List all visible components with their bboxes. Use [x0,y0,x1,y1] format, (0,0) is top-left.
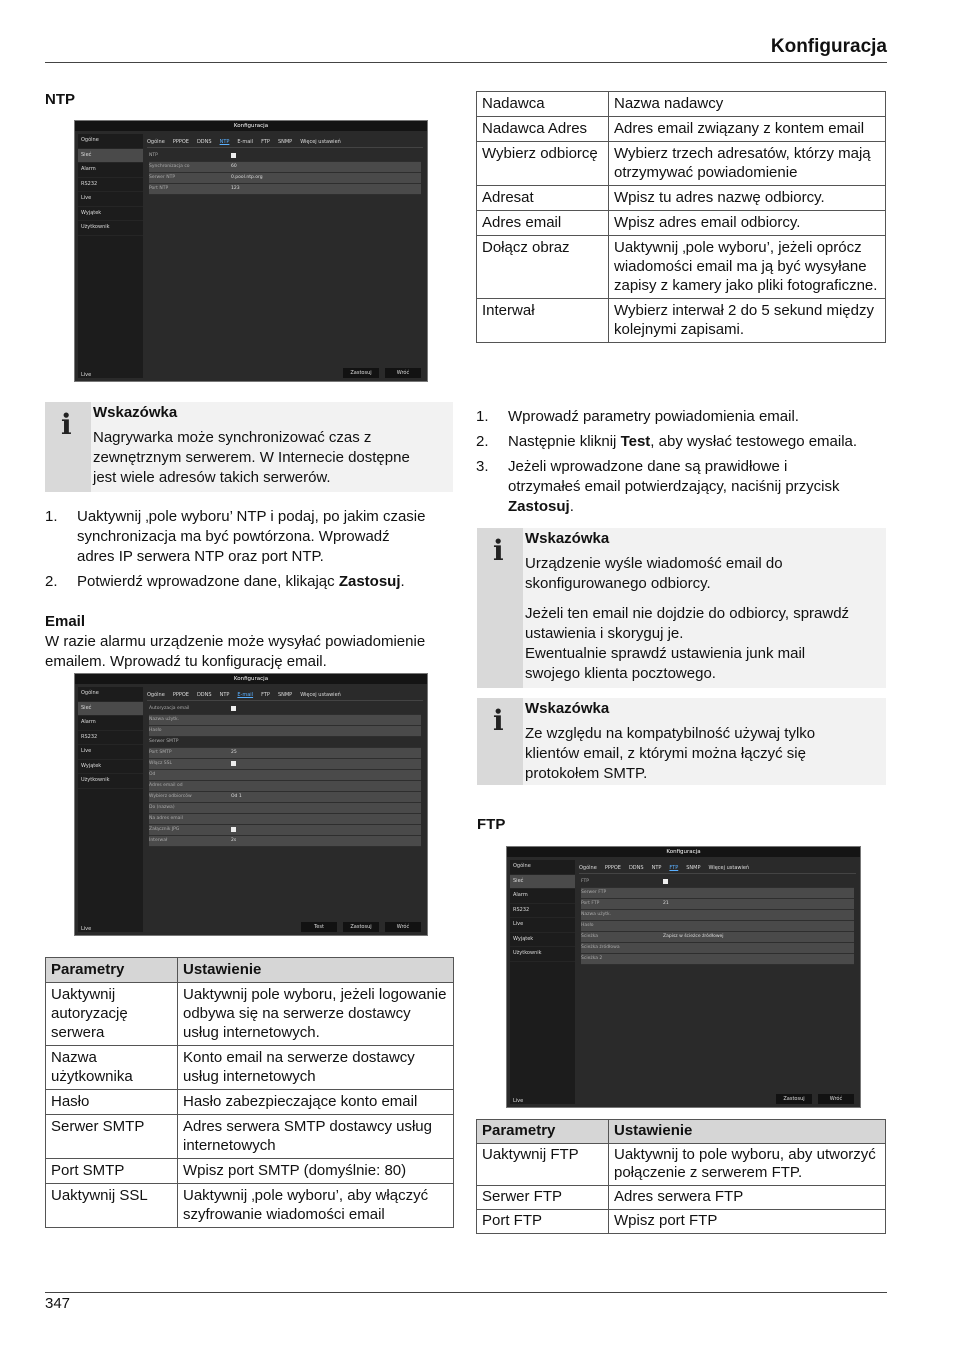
ntp-heading: NTP [45,91,75,108]
config-tab[interactable]: E-mail [237,139,254,145]
config-row[interactable] [581,899,854,910]
config-tabs [579,863,856,874]
hint-title: Wskazówka [525,530,610,547]
param-cell: Port SMTP [46,1159,178,1184]
step-number: 1. [45,508,58,525]
ftp-params-table [476,1119,886,1234]
table-header: Parametry [477,1120,609,1144]
intro-line: W razie alarmu urządzenie może wysyłać powiadomienie [45,633,426,650]
step-text: Wprowadź parametry powiadomienia email. [508,408,799,425]
footer-rule [45,1292,887,1293]
sidebar-item[interactable]: Wyjątek [78,207,143,222]
hint-line: Ewentualnie sprawdź ustawienia junk mail [525,645,806,662]
config-tab[interactable]: PPPOE [604,865,621,871]
config-row[interactable] [149,184,421,195]
sidebar-item[interactable]: RS232 [78,178,143,193]
checkbox-icon[interactable] [231,153,236,158]
config-tab[interactable]: Ogólne [147,139,165,145]
sidebar-item[interactable]: Live [510,918,575,933]
config-tab[interactable]: SNMP [277,692,293,698]
config-tab[interactable]: DDNS [196,692,212,698]
apply-button[interactable]: Zastosuj [343,368,379,378]
test-button[interactable]: Test [301,922,337,932]
checkbox-icon[interactable] [663,879,668,884]
table-header-row [46,958,454,983]
param-cell: Uaktywnij autoryzację serwera [46,983,178,1046]
config-label: Serwer NTP [149,175,176,180]
step-text: Potwierdź wprowadzone dane, klikając [77,573,339,590]
config-tab[interactable]: Więcej ustawień [708,865,750,871]
hint-line: Ze względu na kompatybilność używaj tylko [525,725,816,742]
info-icon: i [493,534,504,567]
table-row [46,1115,454,1159]
config-label: Interwał [149,838,168,843]
config-row[interactable] [149,173,421,184]
config-rows [581,877,854,965]
config-label: Hasło [581,923,594,928]
config-label: Włącz SSL [149,761,172,766]
live-button[interactable]: Live [513,1098,524,1104]
config-row[interactable] [149,715,421,726]
config-value[interactable] [231,704,421,714]
config-label: Załącznik JPG [149,827,180,832]
config-row[interactable] [149,726,421,737]
dialog-buttons [776,1094,854,1104]
config-label: Nazwa użytk. [149,717,180,722]
ntp-steps [45,507,455,597]
config-label: Port NTP [149,186,169,191]
step-number: 3. [476,458,489,475]
table-row [46,1184,454,1228]
config-value[interactable] [663,954,854,964]
config-tab[interactable]: FTP [261,139,270,145]
step-text: Następnie kliknij [508,433,621,450]
config-row[interactable] [149,814,421,825]
config-value[interactable] [231,781,421,791]
config-value[interactable] [231,737,421,747]
setting-cell: Uaktywnij ‚pole wyboru’, aby włączyć szyfrowanie wiadomości email [178,1184,454,1228]
dialog-buttons [343,368,421,378]
sidebar-item[interactable]: Wyjątek [510,933,575,948]
hint-line: zewnętrznym serwerem. W Internecie dostępne [93,449,410,466]
config-row[interactable] [581,932,854,943]
config-value[interactable] [231,770,421,780]
param-cell: Hasło [46,1090,178,1115]
config-label: Port FTP [581,901,600,906]
config-row[interactable] [581,921,854,932]
config-value[interactable] [231,715,421,725]
live-button[interactable]: Live [81,926,92,932]
ftp-heading: FTP [477,816,506,833]
sidebar-item[interactable]: Sieć [510,875,575,890]
hint-line: klientów email, z którymi można łączyć się [525,745,806,762]
config-value[interactable]: Od 1 [231,794,242,799]
hint-body [93,428,410,488]
back-button[interactable]: Wróć [385,368,421,378]
hint-body [525,724,815,784]
config-value[interactable] [231,814,421,824]
config-row[interactable] [149,704,421,715]
hint-line: ustawienia i skoryguj je. [525,625,684,642]
sidebar-item[interactable]: Użytkownik [510,947,575,962]
setting-cell: Adres serwera FTP [609,1186,886,1210]
step-text: synchronizacja ma być powtórzona. Wprowadź [77,528,390,545]
config-row[interactable] [149,770,421,781]
config-row[interactable] [581,910,854,921]
table-row [46,1090,454,1115]
step-item [476,457,888,517]
step-bold: Test [620,433,651,450]
config-label: Autoryzacja email [149,706,190,711]
config-label: Ścieżka źródłowa [581,945,620,950]
sidebar-item[interactable]: Live [78,192,143,207]
config-label: Na adres email [149,816,183,821]
table-row [477,92,886,117]
config-sidebar [78,134,143,378]
step-bold: Zastosuj [338,573,401,590]
param-cell: Adres email [477,211,609,236]
config-label: Ścieżka [581,934,598,939]
step-text: . [569,498,574,515]
step-text: Uaktywnij ‚pole wyboru’ NTP i podaj, po jakim czasie [77,508,426,525]
table-row [46,983,454,1046]
apply-button[interactable]: Zastosuj [776,1094,812,1104]
config-tab[interactable]: PPPOE [172,692,189,698]
table-row [477,211,886,236]
apply-button[interactable]: Zastosuj [343,922,379,932]
config-rows [149,151,421,195]
ftp-config-screenshot [506,846,861,1108]
sidebar-item[interactable]: Ogólne [510,860,575,875]
hint-line: Jeżeli ten email nie dojdzie do odbiorcy, sprawdź [525,605,850,622]
config-value[interactable] [663,910,854,920]
config-sidebar [510,860,575,1104]
step-text: , aby wysłać testowego emaila. [650,433,858,450]
config-row[interactable] [581,888,854,899]
sidebar-item[interactable]: Użytkownik [78,774,143,789]
config-label: Adres email od [149,783,183,788]
config-row[interactable] [149,803,421,814]
config-tab[interactable]: DDNS [628,865,644,871]
table-row [477,117,886,142]
info-icon: i [493,704,504,737]
config-value[interactable] [663,888,854,898]
param-cell: Port FTP [477,1210,609,1234]
config-tab[interactable]: FTP [261,692,270,698]
back-button[interactable]: Wróć [818,1094,854,1104]
step-item [45,507,455,567]
email-heading: Email [45,613,86,630]
config-row[interactable] [149,162,421,173]
step-item [45,572,455,592]
config-tab[interactable]: Więcej ustawień [300,139,341,145]
back-button[interactable]: Wróć [385,922,421,932]
table-row [477,299,886,343]
param-cell: Nadawca [477,92,609,117]
param-cell: Serwer FTP [477,1186,609,1210]
table-row [477,1186,886,1210]
step-text: . [400,573,405,590]
email-sender-table [476,91,886,343]
config-label: Od [149,772,156,777]
sidebar-item[interactable]: Alarm [78,716,143,731]
config-row[interactable] [149,781,421,792]
step-item [476,407,888,427]
info-icon: i [61,408,72,441]
setting-cell: Wpisz port SMTP (domyślnie: 80) [178,1159,454,1184]
table-row [477,1144,886,1186]
checkbox-icon[interactable] [231,706,236,711]
email-steps [476,407,888,522]
config-value[interactable]: 25 [231,750,237,755]
setting-cell: Wpisz tu adres nazwę odbiorcy. [609,186,886,211]
email-params-table [45,957,454,1228]
ntp-config-screenshot [74,120,428,382]
header-rule [45,62,887,63]
table-header: Ustawienie [178,958,454,983]
step-number: 2. [45,573,58,590]
config-row[interactable] [149,748,421,759]
config-label: FTP [581,879,589,884]
setting-cell: Konto email na serwerze dostawcy usług internetowych [178,1046,454,1090]
config-tab[interactable]: NTP [219,139,230,145]
dialog-title: Konfiguracja [75,674,427,684]
config-row[interactable] [581,954,854,965]
config-value[interactable] [231,726,421,736]
step-item [476,432,888,452]
config-tab[interactable]: PPPOE [172,139,189,145]
setting-cell: Wybierz trzech adresatów, którzy mają otrzymywać powiadomienie [609,142,886,186]
hint-title: Wskazówka [525,700,610,717]
config-label: Do (nazwa) [149,805,175,810]
config-rows [149,704,421,847]
config-tab[interactable]: E-mail [237,692,254,698]
config-value[interactable] [231,759,421,769]
param-cell: Uaktywnij FTP [477,1144,609,1186]
hint-body [525,554,849,684]
config-value[interactable]: 123 [231,186,240,191]
config-row[interactable] [149,151,421,162]
config-tab[interactable]: Ogólne [579,865,597,871]
sidebar-item[interactable]: Alarm [510,889,575,904]
config-tabs [147,137,423,148]
hint-line: Nagrywarka może synchronizować czas z [93,429,372,446]
config-tab[interactable]: Ogólne [147,692,165,698]
table-row [477,142,886,186]
intro-line: emailem. Wprowadź tu konfigurację email. [45,653,327,670]
hint-line: jest wiele adresów takich serwerów. [93,469,331,486]
hint-line: protokołem SMTP. [525,765,648,782]
table-row [477,186,886,211]
config-tab[interactable]: SNMP [277,139,293,145]
param-cell: Nazwa użytkownika [46,1046,178,1090]
config-row[interactable] [149,825,421,836]
config-tab[interactable]: NTP [651,865,662,871]
setting-cell: Wpisz adres email odbiorcy. [609,211,886,236]
param-cell: Nadawca Adres [477,117,609,142]
checkbox-icon[interactable] [231,827,236,832]
config-value[interactable] [231,825,421,835]
email-config-screenshot [74,673,428,936]
hint-line: skonfigurowanego odbiorcy. [525,575,711,592]
config-label: Hasło [149,728,162,733]
page-number: 347 [45,1295,71,1312]
hint-box-email-delivery [477,528,886,688]
setting-cell: Adres email związany z kontem email [609,117,886,142]
config-row[interactable] [149,836,421,847]
step-number: 2. [476,433,489,450]
sidebar-item[interactable]: RS232 [78,731,143,746]
param-cell: Serwer SMTP [46,1115,178,1159]
live-button[interactable]: Live [81,372,92,378]
config-row[interactable] [581,943,854,954]
hint-line: swojego klienta pocztowego. [525,665,716,682]
dialog-title: Konfiguracja [507,847,860,857]
config-label: NTP [149,153,158,158]
param-cell: Dołącz obraz [477,236,609,299]
config-row[interactable] [149,737,421,748]
param-cell: Uaktywnij SSL [46,1184,178,1228]
email-intro [45,632,465,672]
sidebar-item[interactable]: Sieć [78,149,143,164]
hint-box-ntp [45,402,453,492]
config-tab[interactable]: FTP [669,865,679,871]
dialog-buttons [301,922,421,932]
config-value[interactable]: Zapisz w ścieżce źródłowej [663,934,724,939]
config-label: Nazwa użytk. [581,912,612,917]
config-row[interactable] [149,759,421,770]
setting-cell: Uaktywnij pole wyboru, jeżeli logowanie odbywa się na serwerze dostawcy usług internetowych. [178,983,454,1046]
config-tab[interactable]: SNMP [686,865,701,871]
setting-cell: Hasło zabezpieczające konto email [178,1090,454,1115]
param-cell: Interwał [477,299,609,343]
setting-cell: Wpisz port FTP [609,1210,886,1234]
hint-title: Wskazówka [93,404,178,421]
sidebar-item[interactable]: RS232 [510,904,575,919]
page-header-title: Konfiguracja [770,36,887,57]
config-label: Port SMTP [149,750,172,755]
sidebar-item[interactable]: Alarm [78,163,143,178]
config-label: Serwer FTP [581,890,607,895]
setting-cell: Uaktywnij ‚pole wyboru’, jeżeli oprócz wiadomości email ma ją być wysyłane zapisy z kamery jako pliki fotograficzne. [609,236,886,299]
config-value[interactable]: 21 [663,901,669,906]
config-label: Wybierz odbiorców [149,794,192,799]
sidebar-item[interactable]: Ogólne [78,134,143,149]
step-text: Jeżeli wprowadzone dane są prawidłowe i [508,458,788,475]
hint-line: Urządzenie wyśle wiadomość email do [525,555,783,572]
sidebar-item[interactable]: Sieć [78,702,143,717]
table-header-row [477,1120,886,1144]
step-bold: Zastosuj [508,498,570,515]
config-label: Serwer SMTP [149,739,179,744]
config-value[interactable] [231,151,421,161]
table-row [46,1159,454,1184]
table-row [477,236,886,299]
sidebar-item[interactable]: Wyjątek [78,760,143,775]
config-value[interactable]: 0.pool.ntp.org [231,175,263,180]
config-tab[interactable]: DDNS [196,139,212,145]
setting-cell: Adres serwera SMTP dostawcy usług internetowych [178,1115,454,1159]
setting-cell: Wybierz interwał 2 do 5 sekund między kolejnymi zapisami. [609,299,886,343]
checkbox-icon[interactable] [231,761,236,766]
param-cell: Wybierz odbiorcę [477,142,609,186]
sidebar-item[interactable]: Live [78,745,143,760]
param-cell: Adresat [477,186,609,211]
hint-box-smtp [477,698,886,785]
step-text: otrzymałeś email potwierdzający, naciśnij przycisk [508,478,840,495]
config-value[interactable] [663,877,854,887]
config-tab[interactable]: Więcej ustawień [300,692,341,698]
setting-cell: Uaktywnij to pole wyboru, aby utworzyć połączenie z serwerem FTP. [609,1144,886,1186]
dialog-title: Konfiguracja [75,121,427,131]
config-row[interactable] [149,792,421,803]
step-number: 1. [476,408,489,425]
config-sidebar [78,687,143,932]
config-tab[interactable]: NTP [219,692,230,698]
config-value[interactable]: 2s [231,838,237,843]
config-label: Ścieżka 2 [581,956,603,961]
config-value[interactable] [231,803,421,813]
table-row [477,1210,886,1234]
config-tabs [147,690,423,701]
setting-cell: Nazwa nadawcy [609,92,886,117]
config-value[interactable] [663,921,854,931]
table-header: Parametry [46,958,178,983]
config-value[interactable] [663,943,854,953]
config-label: Synchronizacja co [149,164,190,169]
config-row[interactable] [581,877,854,888]
sidebar-item[interactable]: Użytkownik [78,221,143,236]
table-header: Ustawienie [609,1120,886,1144]
table-row [46,1046,454,1090]
config-value[interactable]: 60 [231,164,237,169]
step-text: adres IP serwera NTP oraz port NTP. [77,548,324,565]
sidebar-item[interactable]: Ogólne [78,687,143,702]
